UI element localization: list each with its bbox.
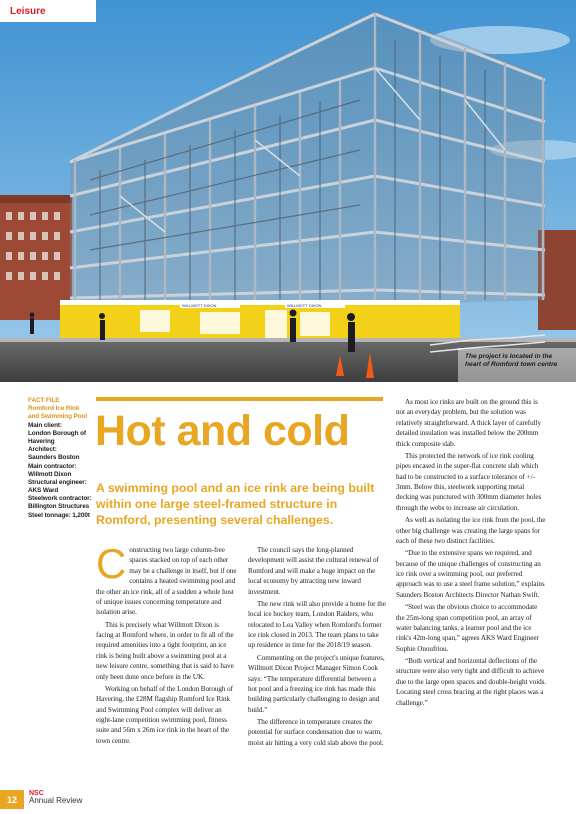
paragraph: As well as isolating the ice rink from the pool, the other big challenge was creating the large spans for each of these two distinct facilities. [396,516,546,545]
paragraph: The new rink will also provide a home for the local ice hockey team, London Raiders, who relocated to Lea Valley when Romford's former ice rink closed in 2013. The team plans to take up residence in time for the 2018/19 season. [248,599,386,650]
hero-photo [0,0,576,382]
article-column-3 [396,397,547,710]
fact-file-line: Main client: [28,421,62,429]
fact-file [28,397,92,520]
paragraph: The difference in temperature creates the potential for surface condensation due to warm, moist air hitting a very cold slab above the pool. [248,718,384,747]
article-standfirst: A swimming pool and an ice rink are being built within one large steel-framed structure in Romford, presenting several challenges. [96,481,375,527]
fact-file-line: Willmott Dixon [28,470,72,478]
fact-file-line: Steelwork contractor: [28,495,92,503]
fact-file-line: Saunders Boston [28,454,80,462]
publication-brand [29,790,82,806]
paragraph: This is precisely what Willmott Dixon is facing at Romford where, in order to fit all of the required amenities into a tight footprint, an ice rink is being built above a swimming pool at a new leisure centre, something that is said to have only been done once before in the UK. [96,620,234,681]
fact-file-line: Main contractor: [28,462,77,470]
hoarding-text-1: WILLMOTT DIXON [182,303,217,308]
article-column-1 [96,540,238,748]
paragraph: Commenting on the project's unique features, Willmott Dixon Project Manager Simon Cook says: “The temperature differential between a hot pool and a freezing ice rink has made this building particularly challenging to design and build.” [248,653,385,714]
paragraph: This protected the network of ice rink cooling pipes encased in the super-flat concrete slab which had to be constructed to a surface tolerance of +/- 3mm. Below this, steelwork supporting metal decking was punctured with 300mm diameter holes through the webs to increase air circulation. [396,451,542,512]
publication-title: Annual Review [29,796,83,806]
paragraph: The council says the long-planned development will assist the cultural renewal of Romford and will make a huge impact on the local economy by attracting new inward investment. [248,546,379,596]
section-tab [0,0,96,22]
section-label: Leisure [10,5,46,17]
fact-file-line: Billington Structures [28,503,90,511]
fact-file-heading: FACT FILE [28,397,60,404]
construction-site-image [0,0,576,382]
paragraph: “Due to the extensive spans we required, and because of the unique challenges of constructing an ice rink over a swimming pool, our preferred approach was to use a steel frame solution,” explains Saunders Boston Architects Director Nathan Swift. [396,549,545,599]
paragraph: As most ice rinks are built on the ground this is not an everyday problem, but the solution was relatively straightforward. A thick layer of carefully detailed insulation was installed below the 200mm thick composite slab. [396,398,542,448]
drop-cap: C [96,540,127,587]
photo-caption: The project is located in the heart of Romford town centre [465,353,558,368]
fact-file-line: London Borough of Havering [28,429,86,445]
article-column-2 [248,545,386,750]
fact-file-line: Architect: [28,446,57,454]
paragraph: “Steel was the obvious choice to accommodate the 25m-long span competition pool, an array of water balancing tanks, a learner pool and the ice rink's 42m-long span,” agrees AKS Ward Engineer Sophie Onoufriou. [396,603,539,653]
paragraph: “Both vertical and horizontal deflections of the structure were also very tight and difficult to achieve due to the large open spaces and double-height voids. Locating steel cross bracing at the right places was a challenge.” [396,657,547,707]
paragraph: onstructing two large column-free spaces stacked on top of each other may be a challenge in itself, but if one contains a heated swimming pool and the other an ice rink, all of a sudden a whole host of unique issues concerning temperature and isolation arise. [96,546,237,617]
fact-file-line: AKS Ward [28,487,59,495]
hoarding-text-2: WILLMOTT DIXON [287,303,322,308]
paragraph: Working on behalf of the London Borough of Havering, the £28M flagship Romford Ice Rink and Swimming Pool complex will deliver an eight-lane competition swimming pool, fitness suite and 56m x 26m ice rink in the heart of the town centre. [96,684,234,745]
fact-file-line: Steel tonnage: 1,200t [28,511,90,519]
brand-name: NSC [29,790,44,797]
article-headline: Hot and cold [95,407,350,455]
fact-file-line: Structural engineer: [28,478,87,486]
accent-rule [96,397,383,401]
fact-file-project: Romford Ice Rink and Swimming Pool [28,405,88,421]
page-number: 12 [0,790,24,809]
